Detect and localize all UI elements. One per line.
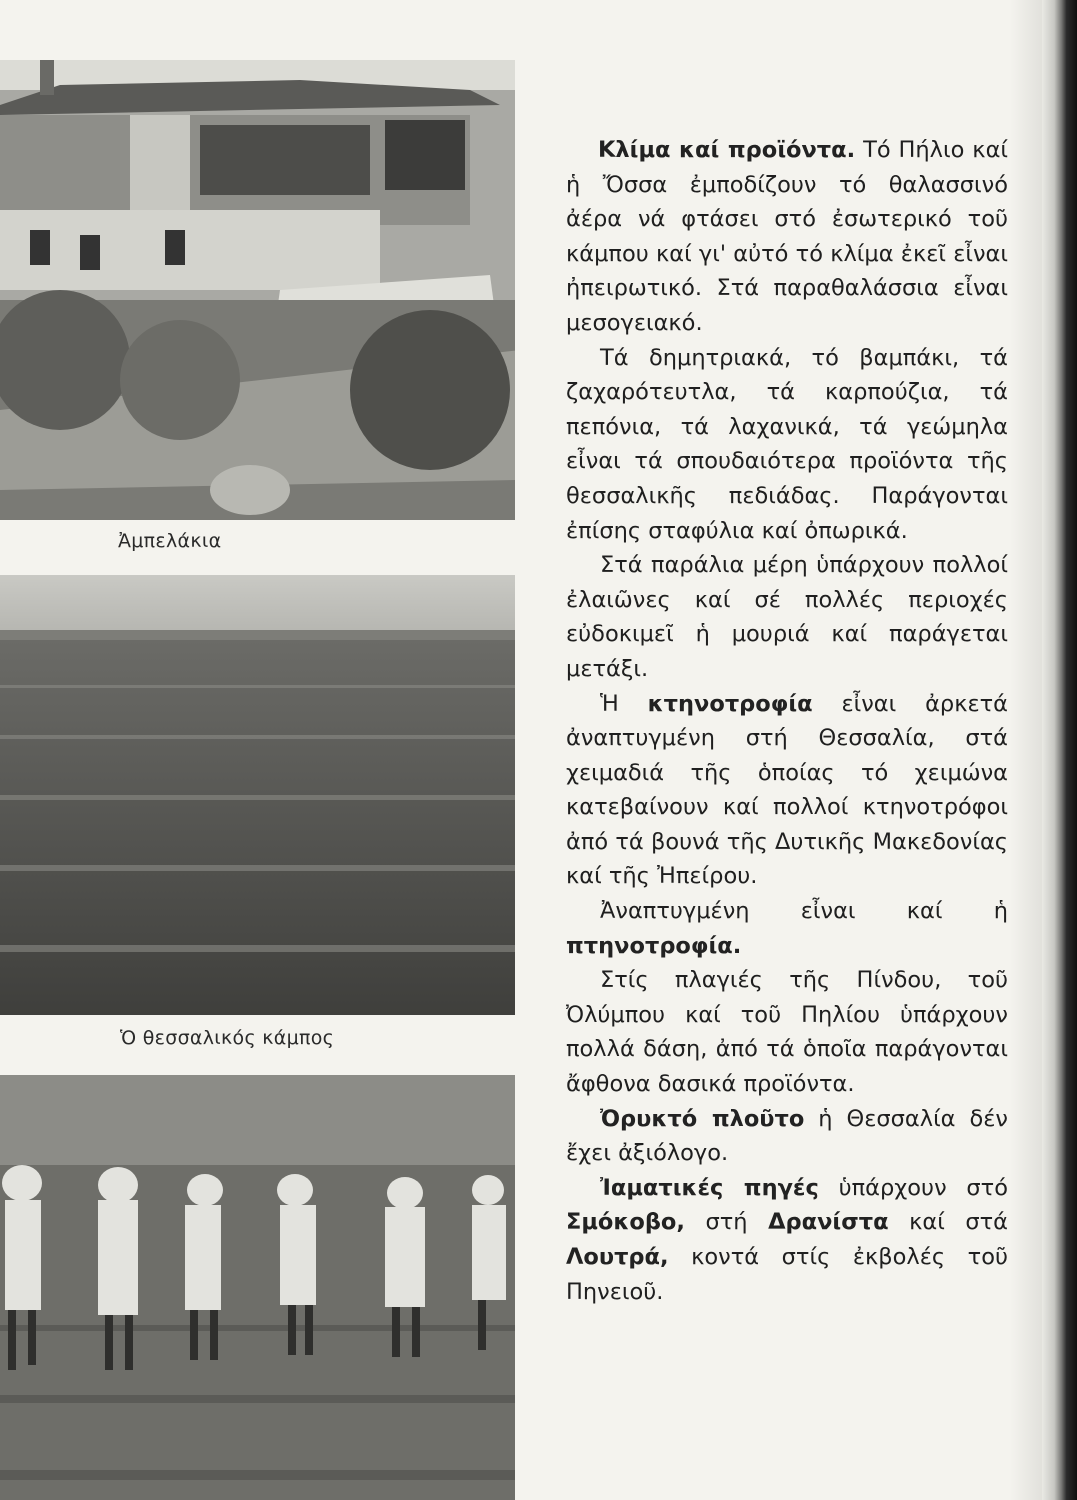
book-spine-edge — [1042, 0, 1077, 1500]
place-smokovo: Σμόκοβο, — [566, 1209, 685, 1236]
paragraph-crops: Τά δημητριακά, τό βαμπάκι, τά ζαχαρότευτλα, τά καρπούζια, τά πεπόνια, τά λαχανικά, τά γεώμηλα εἶναι τά σπουδαιότερα προϊόντα τῆς θεσσαλικῆς πεδιάδας. Παράγονται ἐπίσης σταφύλια καί ὀπωρικά. — [566, 344, 1008, 544]
photo-caption-ampelakia: Ἀμπελάκια — [118, 530, 222, 552]
springs-mid-3: καί στά — [888, 1209, 1008, 1236]
paragraph-climate-body: Τό Πήλιο καί ἡ Ὄσσα ἐμποδίζουν τό θαλασσινό ἀέρα νά φτάσει στό ἐσωτερικό τοῦ κάμπου καί γι' αὐτό τό κλίμα ἐκεῖ εἶναι ἠπειρωτικό. Στά παραθαλάσσια εἶναι μεσογειακό. — [566, 137, 1009, 336]
paragraph-springs — [566, 1171, 1008, 1309]
photo-ampelakia-mansion — [0, 60, 515, 520]
paragraph-poultry — [566, 894, 1008, 963]
term-livestock: κτηνοτροφία — [647, 690, 813, 717]
article-text-column — [566, 133, 1008, 1309]
page-bleed-shadow — [1010, 0, 1042, 1500]
minerals-post: ἡ Θεσσαλία δέν ἔχει ἀξιόλογο. — [566, 1105, 1008, 1167]
paragraph-livestock — [566, 687, 1008, 895]
paragraph-coast: Στά παράλια μέρη ὑπάρχουν πολλοί ἐλαιῶνες καί σέ πολλές περιοχές εὐδοκιμεῖ ἡ μουριά καί παράγεται μετάξι. — [566, 552, 1008, 682]
livestock-post: εἶναι ἀρκετά ἀναπτυγμένη στή Θεσσαλία, στά χειμαδιά τῆς ὁποίας τό χειμώνα κατεβαίνουν καί πολλοί κτηνοτρόφοι ἀπό τά βουνά τῆς Δυτικῆς Μακεδονίας καί τῆς Ἠπείρου. — [566, 690, 1009, 890]
workers-illustration — [0, 1075, 515, 1500]
mansion-illustration — [0, 60, 515, 520]
poultry-pre: Ἀναπτυγμένη εἶναι καί ἡ — [600, 898, 1008, 925]
springs-mid-2: στή — [684, 1209, 769, 1236]
springs-mid-1: ὑπάρχουν στό — [818, 1174, 1008, 1201]
photo-caption-plain: Ὁ θεσσαλικός κάμπος — [120, 1027, 335, 1049]
springs-post: κοντά στίς ἐκβολές τοῦ Πηνειοῦ. — [566, 1244, 1008, 1305]
paragraph-climate — [566, 133, 1008, 341]
paragraph-minerals — [566, 1102, 1008, 1171]
place-loutra: Λουτρά, — [566, 1244, 669, 1270]
term-poultry: πτηνοτροφία. — [566, 932, 742, 959]
livestock-pre: Ἡ — [600, 690, 648, 717]
paragraph-forests: Στίς πλαγιές τῆς Πίνδου, τοῦ Ὀλύμπου καί τοῦ Πηλίου ὑπάρχουν πολλά δάση, ἀπό τά ὁποῖα παράγονται ἄφθονα δασικά προϊόντα. — [566, 967, 1008, 1098]
photo-field-workers — [0, 1075, 515, 1500]
term-springs: Ἰαματικές πηγές — [600, 1174, 819, 1201]
place-dranista: Δρανίστα — [768, 1209, 889, 1236]
heading-climate-products: Κλίμα καί προϊόντα. — [598, 137, 856, 163]
photo-thessalian-plain — [0, 575, 515, 1015]
term-minerals: Ὀρυκτό πλοῦτο — [600, 1105, 805, 1132]
plain-illustration — [0, 575, 515, 1015]
